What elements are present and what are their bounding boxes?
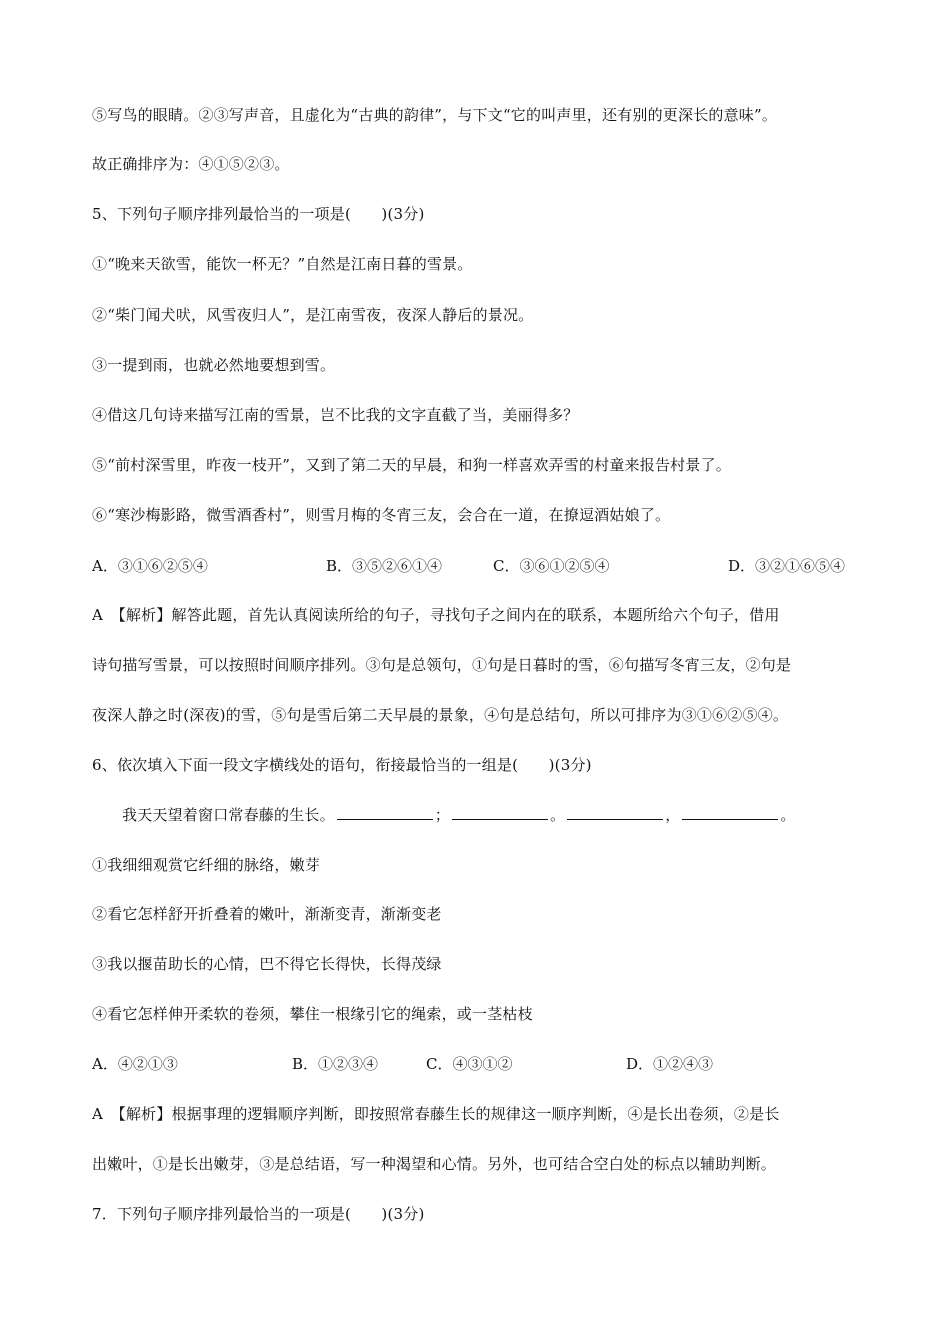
text-line: 故正确排序为：④①⑤②③。 <box>92 155 290 173</box>
passage-text: 我天天望着窗口常春藤的生长。 <box>122 806 335 824</box>
blank-1 <box>337 805 433 820</box>
option-d: D．③②①⑥⑤④ <box>728 557 846 575</box>
answer-analysis: 夜深人静之时(深夜)的雪，⑤句是雪后第二天早晨的景象，④句是总结句，所以可排序为③①⑥②⑤④。 <box>92 706 789 724</box>
punct: ， <box>665 806 681 824</box>
sentence-item: ③我以揠苗助长的心情，巴不得它长得快，长得茂绿 <box>92 955 442 973</box>
answer-analysis: 诗句描写雪景，可以按照时间顺序排列。③句是总领句，①句是日暮时的雪，⑥句描写冬宵三友，②句是 <box>92 656 792 674</box>
punct: 。 <box>780 806 796 824</box>
option-d: D．①②④③ <box>626 1055 714 1073</box>
sentence-item: ①我细细观赏它纤细的脉络，嫩芽 <box>92 856 321 874</box>
option-a: A．③①⑥②⑤④ <box>92 557 208 575</box>
option-b: B．③⑤②⑥①④ <box>326 557 443 575</box>
question-7-title: 7．下列句子顺序排列最恰当的一项是( )(3分) <box>92 1205 425 1223</box>
answer-analysis: A 【解析】解答此题，首先认真阅读所给的句子，寻找句子之间内在的联系，本题所给六个句子，借用 <box>92 606 780 624</box>
sentence-item: ③一提到雨，也就必然地要想到雪。 <box>92 356 336 374</box>
option-c: C．④③①② <box>426 1055 513 1073</box>
blank-2 <box>452 805 548 820</box>
answer-analysis: A 【解析】根据事理的逻辑顺序判断，即按照常春藤生长的规律这一顺序判断，④是长出卷须，②是长 <box>92 1105 780 1123</box>
punct: ； <box>434 806 451 824</box>
sentence-item: ①“晚来天欲雪，能饮一杯无？”自然是江南日暮的雪景。 <box>92 255 473 273</box>
blank-4 <box>682 805 778 820</box>
option-a: A．④②①③ <box>92 1055 178 1073</box>
answer-analysis: 出嫩叶，①是长出嫩芽，③是总结语，写一种渴望和心情。另外，也可结合空白处的标点以辅助判断。 <box>92 1155 777 1173</box>
blank-3 <box>567 805 663 820</box>
sentence-item: ②看它怎样舒开折叠着的嫩叶，渐渐变青，渐渐变老 <box>92 905 442 923</box>
option-b: B．①②③④ <box>292 1055 379 1073</box>
question-6-title: 6、依次填入下面一段文字横线处的语句，衔接最恰当的一组是( )(3分) <box>92 756 592 774</box>
sentence-item: ⑥“寒沙梅影路，微雪酒香村”，则雪月梅的冬宵三友，会合在一道，在撩逗酒姑娘了。 <box>92 506 671 524</box>
option-c: C．③⑥①②⑤④ <box>493 557 610 575</box>
sentence-item: ②“柴门闻犬吠，风雪夜归人”，是江南雪夜，夜深人静后的景况。 <box>92 306 534 324</box>
question-5-title: 5、下列句子顺序排列最恰当的一项是( )(3分) <box>92 205 425 223</box>
sentence-item: ⑤“前村深雪里，昨夜一枝开”，又到了第二天的早晨，和狗一样喜欢弄雪的村童来报告村景了。 <box>92 456 731 474</box>
text-line: ⑤写鸟的眼睛。②③写声音，且虚化为“古典的韵律”，与下文“它的叫声里，还有别的更深长的意味”。 <box>92 106 778 124</box>
sentence-item: ④借这几句诗来描写江南的雪景，岂不比我的文字直截了当，美丽得多？ <box>92 406 579 424</box>
punct: 。 <box>550 806 566 824</box>
fill-in-passage <box>122 805 890 825</box>
sentence-item: ④看它怎样伸开柔软的卷须，攀住一根缘引它的绳索，或一茎枯枝 <box>92 1005 533 1023</box>
